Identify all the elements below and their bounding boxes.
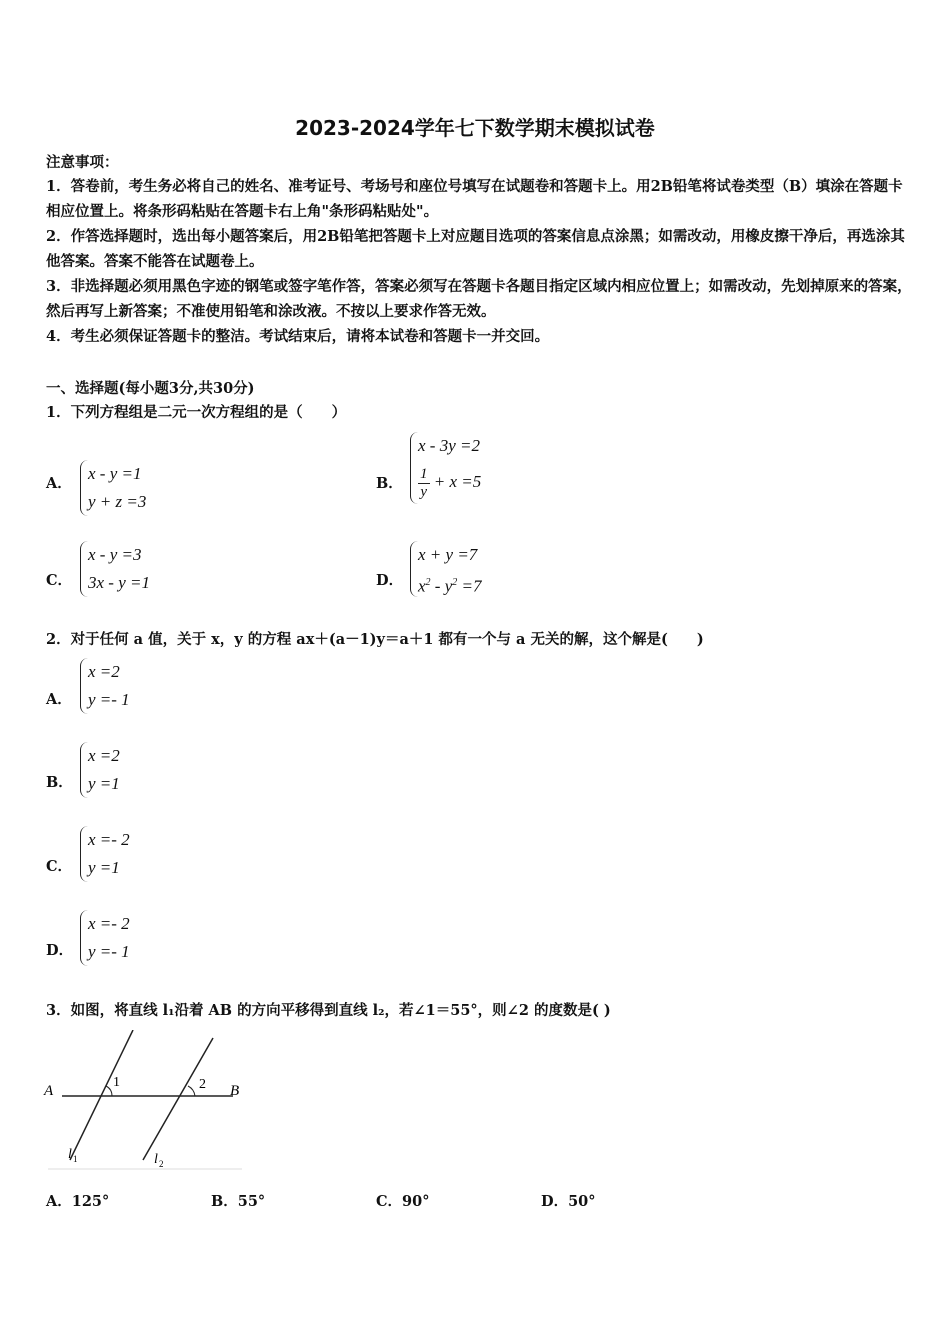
parallel-lines-figure	[40, 1030, 250, 1175]
q2-option-c-system	[80, 826, 130, 882]
point-a-label: A	[44, 1083, 54, 1099]
equation: x =- 2	[88, 830, 130, 849]
eq-term: x	[418, 576, 426, 596]
q3-option-c: C．90°	[376, 1193, 430, 1210]
equation: x - 3y =2	[418, 436, 480, 455]
q1-option-c-system	[80, 541, 150, 597]
equation: x - y =3	[88, 545, 142, 564]
notice-item-1: 1．答卷前，考生务必将自己的姓名、准考证号、考场号和座位号填写在试题卷和答题卡上。用2B铅笔将试卷类型（B）填涂在答题卡相应位置上。将条形码粘贴在答题卡右上角"条形码粘贴处"。	[46, 178, 903, 220]
q1-option-d-system	[410, 541, 482, 597]
q2-option-b-label: B．	[46, 774, 73, 791]
equation: y =- 1	[88, 942, 130, 961]
q2-option-b-system	[80, 742, 120, 798]
equation: x - y =1	[88, 464, 142, 483]
line-l1-label: l	[68, 1147, 72, 1162]
q2-option-c-label: C．	[46, 858, 73, 875]
q1-option-b-label: B．	[376, 475, 403, 492]
q3-option-d: D．50°	[541, 1193, 596, 1210]
notice-item-2: 2．作答选择题时，选出每小题答案后，用2B铅笔把答题卡上对应题目选项的答案信息点涂黑；如需改动，用橡皮擦干净后，再选涂其他答案。答案不能答在试题卷上。	[46, 228, 905, 270]
q2-stem: 2．对于任何 a 值，关于 x，y 的方程 ax＋(a－1)y＝a＋1 都有一个与 a 无关的解，这个解是( )	[46, 631, 704, 648]
fraction-denominator: y	[420, 483, 428, 500]
equation: y =1	[88, 858, 120, 877]
equation: y =1	[88, 774, 120, 793]
line-l1-subscript: 1	[73, 1154, 78, 1164]
equation: x =- 2	[88, 914, 130, 933]
eq-term: - y	[430, 576, 453, 596]
angle-2-label: 2	[199, 1077, 206, 1092]
fraction	[418, 466, 430, 501]
q2-option-a-system	[80, 658, 130, 714]
line-l1	[70, 1030, 133, 1160]
angle-2-arc	[188, 1086, 195, 1096]
q3-option-a: A．125°	[46, 1193, 110, 1210]
notice-heading: 注意事项：	[46, 154, 119, 171]
q1-option-a-label: A．	[46, 475, 72, 492]
equation: y + z =3	[88, 492, 147, 511]
q2-option-d-system	[80, 910, 130, 966]
eq-term: =7	[457, 576, 482, 596]
equation	[418, 569, 482, 597]
line-l2-label: l	[154, 1152, 158, 1167]
q1-option-b-system	[410, 432, 481, 504]
q2-option-a-label: A．	[46, 691, 72, 708]
q3-option-b: B．55°	[211, 1193, 266, 1210]
equation: x =2	[88, 746, 120, 765]
equation: x =2	[88, 662, 120, 681]
exponent: 2	[452, 577, 458, 588]
equation: y =- 1	[88, 690, 130, 709]
equation-rest: + x =5	[433, 472, 482, 491]
equation: x + y =7	[418, 545, 478, 564]
line-l2	[143, 1038, 213, 1160]
q1-option-a-system	[80, 460, 146, 516]
q3-stem: 3．如图，将直线 l₁沿着 AB 的方向平移得到直线 l₂，若∠1＝55°，则∠2 的度数是( )	[46, 1002, 611, 1019]
angle-1-arc	[106, 1086, 112, 1096]
notice-item-4: 4．考生必须保证答题卡的整洁。考试结束后，请将本试卷和答题卡一并交回。	[46, 328, 550, 345]
q1-stem: 1．下列方程组是二元一次方程组的是（ ）	[46, 404, 347, 421]
line-l2-subscript: 2	[159, 1159, 164, 1169]
angle-1-label: 1	[113, 1075, 120, 1090]
fraction-numerator: 1	[420, 465, 428, 482]
q2-option-d-label: D．	[46, 942, 74, 959]
exponent: 2	[425, 577, 431, 588]
page-title: 2023-2024学年七下数学期末模拟试卷	[295, 116, 655, 140]
equation: 3x - y =1	[88, 573, 150, 592]
equation	[418, 460, 481, 504]
point-b-label: B	[230, 1083, 240, 1099]
section-heading: 一、选择题(每小题3分,共30分)	[46, 380, 255, 397]
notice-item-3: 3．非选择题必须用黑色字迹的钢笔或签字笔作答，答案必须写在答题卡各题目指定区域内相应位置上；如需改动，先划掉原来的答案，然后再写上新答案；不准使用铅笔和涂改液。不按以上要求作答无效。	[46, 278, 912, 320]
q1-option-c-label: C．	[46, 572, 73, 589]
q1-option-d-label: D．	[376, 572, 404, 589]
